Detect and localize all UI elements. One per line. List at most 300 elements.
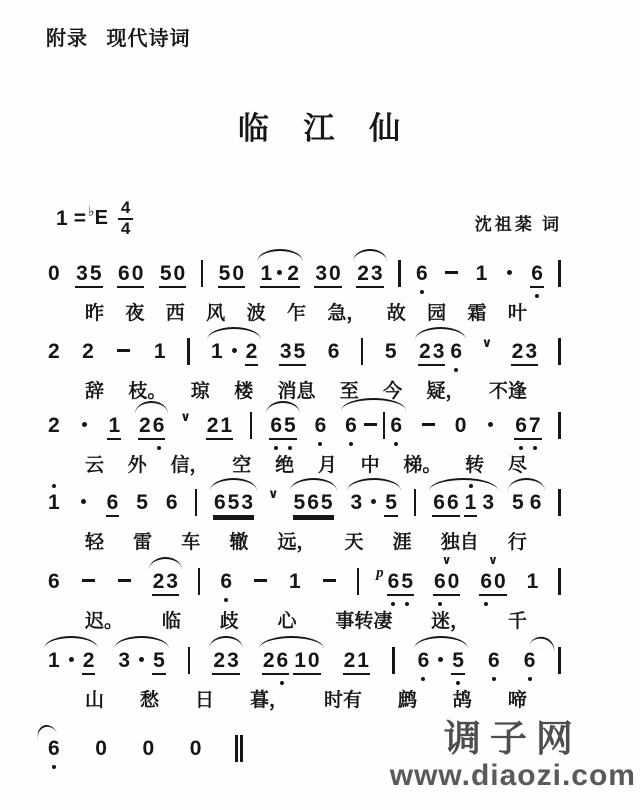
measure-unit [556, 647, 563, 674]
note-group [451, 650, 465, 675]
lyric-syllable: 鸪 [452, 690, 472, 711]
lyrics-row [45, 376, 563, 403]
note: 3 [432, 340, 445, 363]
note-group [418, 341, 445, 366]
note: 6 [106, 491, 119, 514]
lyric-syllable: 霜 [467, 303, 487, 324]
note-group [47, 738, 61, 759]
measure-unit [501, 263, 518, 284]
measure-unit [355, 568, 362, 595]
note-group [107, 415, 121, 440]
measure-unit [556, 489, 563, 516]
note-group [47, 415, 61, 436]
note: 5 [283, 415, 297, 436]
slur-arc [257, 249, 303, 262]
measure-unit [341, 650, 372, 675]
note: 1 [464, 492, 478, 513]
measure-unit [104, 492, 122, 517]
note-group [387, 571, 414, 596]
lyric-syllable: 绝 [275, 455, 295, 476]
note: 2 [511, 340, 524, 363]
note: 2 [343, 649, 356, 672]
note: 6 [433, 491, 445, 514]
note: 7 [528, 415, 542, 436]
measure-unit [342, 412, 405, 439]
note: 5 [451, 650, 465, 671]
octave-dot-low [318, 442, 322, 446]
note: 6 [47, 738, 61, 759]
lyric-syllable: 琼 [190, 381, 210, 402]
note-group [153, 341, 167, 362]
measure-unit [76, 415, 93, 436]
measure-unit [140, 738, 158, 759]
note: 1 [108, 414, 121, 437]
augmentation-dot [507, 270, 512, 275]
note: 6 [269, 415, 283, 436]
note: 6 [276, 650, 290, 671]
note: 6 [307, 491, 319, 514]
octave-dot-low [157, 446, 161, 450]
octave-dot-low [52, 765, 56, 769]
note: 6 [165, 491, 178, 514]
note: 2 [419, 340, 431, 363]
notation-row [45, 647, 563, 675]
note-group [152, 571, 179, 596]
measure-unit [354, 263, 385, 288]
measure-unit [556, 338, 563, 365]
measure-unit [556, 412, 563, 439]
lyric-syllable: 今 [383, 381, 403, 402]
octave-dot-low [456, 681, 460, 685]
note: 1 [475, 262, 488, 285]
note-group [152, 650, 166, 675]
measure-unit [248, 412, 255, 439]
note: 0 [173, 262, 186, 285]
lyrics-row [45, 298, 563, 325]
note-group [75, 263, 102, 288]
note: 5 [89, 262, 102, 285]
lyric-syllable: 西 [165, 303, 185, 324]
breath-mark: ∨ [488, 553, 498, 567]
note-group [434, 650, 447, 671]
note-group [117, 263, 144, 288]
note-group [212, 650, 239, 675]
note: 0 [95, 737, 107, 760]
barline [558, 568, 561, 595]
note: 0 [131, 262, 144, 285]
note-group [475, 263, 489, 284]
note-group [384, 341, 398, 362]
note: 6 [48, 570, 60, 593]
octave-dot-low [533, 446, 537, 450]
note: 1 [47, 492, 61, 513]
measure-unit [524, 571, 542, 592]
measure-unit [416, 341, 465, 366]
slur-arc [114, 636, 168, 649]
barline [198, 568, 201, 595]
breath-mark: ∨ [267, 486, 279, 501]
measure-unit [415, 650, 467, 675]
note-group [77, 492, 90, 513]
note: 5 [159, 262, 172, 285]
measure-unit [157, 263, 188, 288]
key-equals: = [73, 206, 86, 230]
lyric-syllable: 啼 [507, 690, 527, 711]
note: 2 [357, 262, 369, 285]
note: 6 [433, 571, 447, 592]
measure-unit [199, 260, 206, 287]
measure-unit [509, 341, 540, 366]
notation-row [45, 735, 245, 762]
barline [558, 489, 561, 516]
measure-unit [45, 492, 63, 513]
lyric-syllable: 迟。 [85, 611, 124, 632]
duration-dash [445, 271, 458, 274]
measure-unit [204, 415, 235, 440]
lyric-syllable: 日 [194, 690, 214, 711]
music-line-3 [45, 410, 563, 477]
barline [398, 260, 401, 287]
slur-arc [149, 557, 182, 570]
octave-dot-low [394, 442, 398, 446]
note-group [314, 263, 341, 288]
augmentation-dot [82, 422, 87, 427]
note-group [159, 263, 186, 288]
note: 0 [48, 262, 60, 285]
lyric-syllable: 不逢 [488, 381, 527, 402]
note: 5 [293, 340, 306, 363]
note: 2 [213, 649, 226, 672]
note-group [481, 492, 495, 513]
note: 0 [329, 262, 341, 285]
measure-unit [412, 489, 419, 516]
measure-unit [528, 263, 546, 288]
octave-dot-high [469, 484, 473, 488]
augmentation-dot [139, 657, 144, 662]
lyric-syllable: 歧 [219, 611, 239, 632]
measure-unit [260, 650, 323, 675]
note: 5 [218, 262, 231, 285]
measure-unit [92, 738, 110, 759]
note: 2 [262, 649, 275, 672]
notation-row [45, 336, 563, 366]
note-group [262, 650, 289, 675]
music-line-2 [45, 336, 563, 403]
octave-dot-low [280, 681, 284, 685]
augmentation-dot [69, 657, 74, 662]
measure-unit [113, 341, 134, 362]
octave-dot-low [528, 677, 532, 681]
note-group [82, 650, 96, 675]
barline [187, 338, 190, 365]
barline [250, 412, 253, 439]
lyric-syllable: 事转凄 [335, 611, 393, 632]
note: 6 [514, 415, 528, 436]
note: 6 [219, 571, 233, 592]
measure-unit [186, 647, 193, 674]
note: 1 [48, 649, 60, 672]
octave-dot-low [421, 677, 425, 681]
lyric-syllable: 迷， [431, 611, 470, 632]
measure-unit [485, 650, 503, 671]
measure-unit [45, 415, 63, 436]
lyric-syllable: 雷 [133, 532, 153, 553]
augmentation-dot [438, 657, 443, 662]
duration-dash [117, 349, 130, 352]
note: 5 [153, 649, 165, 672]
note-group [389, 415, 403, 436]
lyric-syllable: 云 [85, 455, 105, 476]
note: 2 [48, 414, 60, 437]
note: 2 [245, 340, 258, 363]
final-barline [234, 735, 245, 762]
song-title: 临 江 仙 [237, 111, 403, 146]
measure-unit [75, 492, 92, 513]
note: 3 [279, 340, 292, 363]
augmentation-dot [371, 499, 376, 504]
note: 5 [136, 491, 148, 514]
breath-mark: ∨ [180, 409, 191, 424]
barline [201, 260, 204, 287]
note: 6 [387, 571, 401, 592]
note-group [293, 650, 320, 675]
key-tonic: 1 [56, 206, 68, 230]
appendix-header: 附录 现代诗词 [46, 28, 191, 50]
barline [361, 338, 364, 365]
measure-unit [211, 492, 256, 517]
lyric-syllable: 临 [161, 611, 181, 632]
lyric-syllable: 远， [277, 532, 316, 553]
slur-arc [44, 636, 98, 649]
note-group [47, 571, 61, 592]
note-group [384, 492, 398, 517]
note-group [47, 492, 61, 513]
dynamic-marking: p [376, 565, 384, 581]
measure-unit [45, 650, 97, 675]
note: 3 [525, 340, 537, 363]
measure-unit [509, 492, 544, 513]
note-group [350, 492, 364, 513]
note: 6 [530, 263, 544, 284]
note: 1 [294, 649, 306, 672]
note: 3 [315, 262, 328, 285]
note: 0 [232, 262, 245, 285]
octave-dot-high [52, 484, 56, 488]
note-group [47, 650, 61, 671]
lyric-syllable: 波 [246, 303, 266, 324]
key-letter: E [94, 207, 108, 230]
note: 6 [152, 415, 166, 436]
note-group [210, 341, 224, 362]
lyric-syllable: 独自 [440, 532, 479, 553]
note-group [135, 650, 148, 671]
measure-unit [180, 410, 191, 436]
notation-row [45, 553, 563, 596]
note-group [219, 571, 233, 592]
note: 6 [479, 571, 493, 592]
note: 6 [417, 650, 431, 671]
note: 5 [400, 571, 414, 592]
measure-unit [348, 492, 400, 517]
note: 5 [293, 491, 306, 514]
note: 2 [139, 414, 151, 437]
octave-dot-low [438, 602, 442, 606]
measure-unit [105, 415, 123, 440]
measure-unit [151, 341, 169, 362]
octave-dot-low [349, 442, 353, 446]
measure-unit [286, 571, 304, 592]
slur-arc [429, 478, 498, 491]
measure-unit [163, 492, 181, 513]
measure-unit [187, 738, 205, 759]
slur-arc [290, 478, 337, 491]
note: 2 [48, 340, 60, 363]
note-group [117, 650, 131, 671]
note-group [47, 263, 61, 284]
lyric-syllable: 涯 [392, 532, 412, 553]
note-group [530, 263, 544, 288]
lyric-syllable: 尽 [507, 455, 527, 476]
note-group [138, 415, 165, 440]
barline [195, 489, 198, 516]
note: 6 [446, 491, 459, 514]
note: 6 [487, 650, 501, 671]
measure-unit [441, 263, 462, 284]
measure-unit [210, 650, 241, 675]
measure-unit [45, 738, 63, 759]
duration-dash [364, 423, 377, 426]
lyric-syllable: 心 [277, 611, 297, 632]
measure-unit [291, 492, 336, 517]
measure-unit [268, 487, 279, 513]
augmentation-dot [488, 422, 493, 427]
barline [414, 489, 417, 516]
slur-arc [210, 478, 257, 491]
lyric-syllable: 枝。 [128, 381, 167, 402]
note-group [479, 571, 506, 596]
note: 6 [344, 415, 358, 436]
measure-unit [267, 415, 298, 440]
note-group [503, 263, 516, 284]
lyric-syllable: 天 [344, 532, 364, 553]
lyric-syllable: 辞 [85, 381, 105, 402]
octave-dot-low [405, 602, 409, 606]
measure-unit [45, 263, 63, 284]
lyrics-row [45, 450, 563, 477]
note-group [218, 263, 245, 288]
barline [383, 412, 386, 439]
slur-arc [508, 478, 545, 491]
lyric-syllable: 疑， [426, 381, 465, 402]
octave-dot-low [519, 446, 523, 450]
note: 5 [320, 491, 333, 514]
measure-unit [382, 341, 400, 362]
measure-unit [312, 263, 343, 288]
music-line-7 [45, 735, 245, 762]
measure-unit [258, 263, 302, 288]
lyric-syllable: 中 [360, 455, 380, 476]
note: 3 [370, 262, 383, 285]
measure-unit [133, 492, 151, 513]
slur-arc [415, 327, 466, 340]
key-signature [56, 199, 133, 238]
measure-unit [452, 415, 470, 436]
time-signature-numerator: 4 [118, 199, 133, 220]
note: 6 [529, 491, 542, 514]
measure-unit [359, 338, 366, 365]
note: 6 [213, 491, 226, 514]
barline [188, 647, 191, 674]
note-group [433, 571, 460, 596]
measure-unit [477, 553, 508, 596]
note-group [47, 341, 61, 362]
note-group [279, 341, 306, 366]
note: 5 [227, 491, 240, 514]
measure-unit [150, 571, 181, 596]
measure-unit [115, 650, 167, 675]
note-group [454, 415, 468, 436]
lyric-syllable: 昨 [85, 303, 105, 324]
note: 5 [512, 491, 524, 514]
lyric-syllable: 时有 [323, 690, 362, 711]
measure-unit [208, 341, 260, 366]
duration-dash [118, 579, 131, 582]
note: 2 [152, 570, 165, 593]
note-group [260, 263, 300, 288]
duration-dash [323, 579, 336, 582]
note: 0 [447, 570, 460, 593]
note-group [142, 738, 156, 759]
barline [558, 260, 561, 287]
lyric-syllable: 山 [85, 690, 105, 711]
note-group [288, 571, 302, 592]
note-group [356, 263, 383, 288]
note-group [511, 341, 538, 366]
measure-unit [136, 415, 167, 440]
measure-unit [73, 263, 104, 288]
breath-mark: ∨ [481, 335, 493, 350]
note-group [327, 341, 341, 362]
note: 6 [327, 340, 340, 363]
measure-unit [250, 571, 271, 592]
measure-unit [312, 415, 330, 436]
lyric-syllable: 乍 [286, 303, 306, 324]
augmentation-dot [232, 348, 237, 353]
flat-sign-icon: ♭ [87, 203, 95, 220]
note: 5 [384, 340, 397, 363]
watermark-site-url: www.diaozi.com [389, 758, 636, 792]
octave-dot-low [484, 602, 488, 606]
note: 0 [494, 570, 506, 593]
octave-dot-low [288, 446, 292, 450]
barline [558, 647, 561, 674]
note-group [213, 492, 254, 517]
slur-arc [353, 249, 386, 262]
music-line-1 [45, 260, 563, 325]
note: 1 [153, 340, 166, 363]
note: 1 [526, 570, 539, 593]
duration-dash [82, 579, 95, 582]
note: 0 [454, 414, 467, 437]
lyric-syllable: 消息 [277, 381, 316, 402]
lyric-syllable: 风 [206, 303, 226, 324]
octave-dot-low [274, 446, 278, 450]
measure-unit [196, 568, 203, 595]
duration-dash [422, 423, 435, 426]
music-line-6 [45, 647, 563, 712]
note: 1 [260, 262, 273, 285]
watermark-site-name: 调子网 [443, 718, 582, 759]
